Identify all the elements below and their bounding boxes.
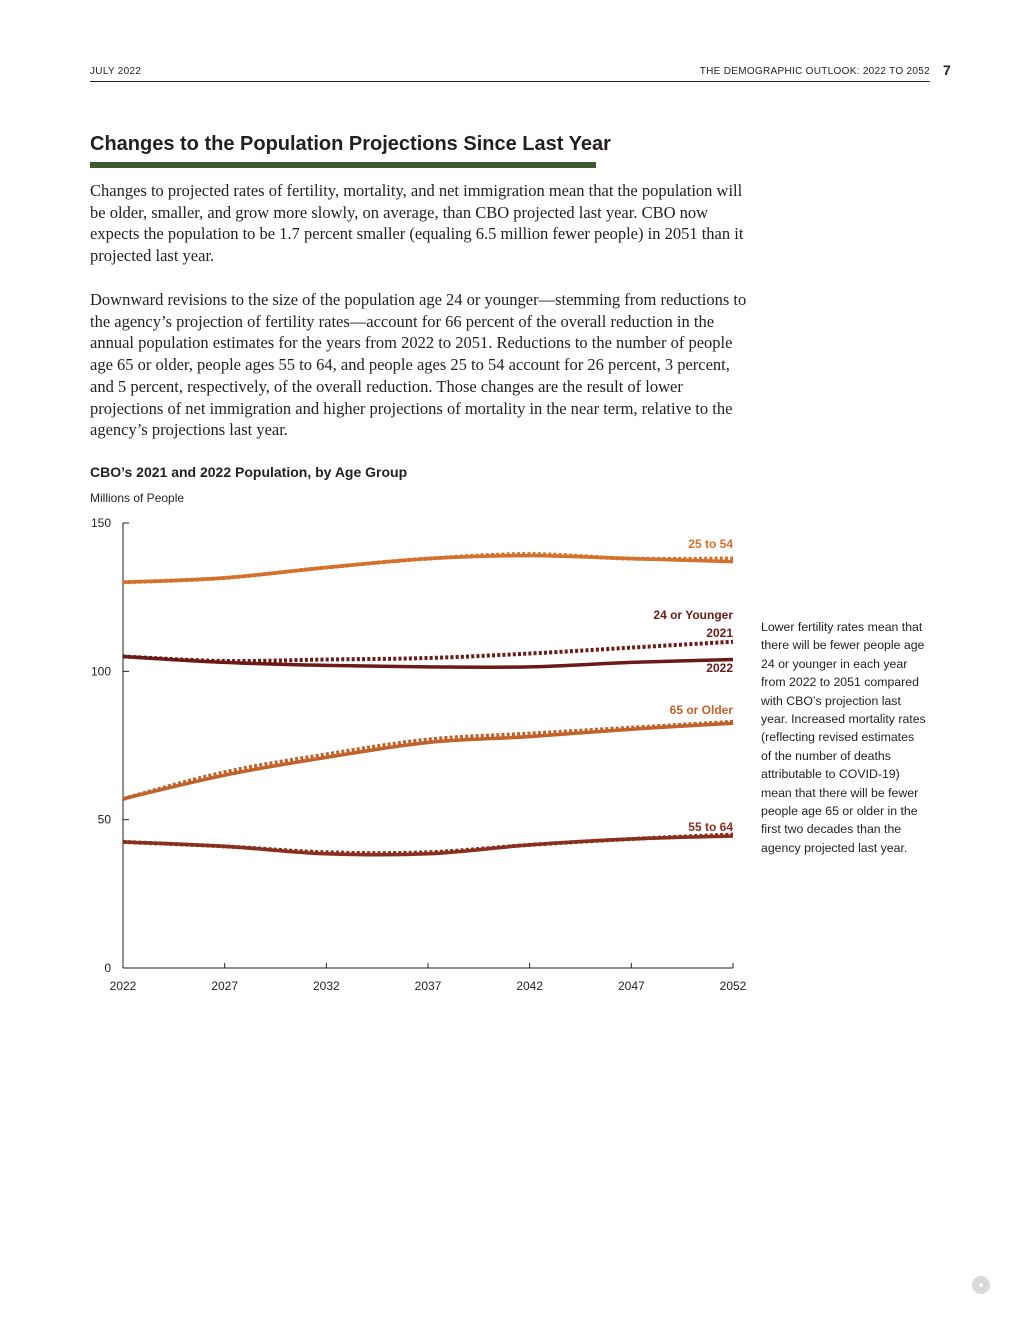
header-rule (90, 81, 930, 82)
series-line-65-or-older-2022 (123, 723, 733, 799)
series-label-24-or-younger: 24 or Younger (653, 608, 733, 622)
header-report-title: THE DEMOGRAPHIC OUTLOOK: 2022 TO 2052 (699, 66, 930, 77)
section-title: Changes to the Population Projections Since Last Year (90, 133, 611, 155)
series-label-65-or-older: 65 or Older (669, 703, 733, 717)
x-tick-label: 2047 (617, 979, 645, 993)
chart-y-unit-label: Millions of People (90, 491, 185, 505)
body-paragraph: Downward revisions to the size of the population age 24 or younger—stemming from reductions to the agency’s projection of fertility rates—account for 66 percent of the overall reduction in the annual population estimates for the years from 2022 to 2051. Reductions to the number of people age 65 or older, people ages 55 to 64, and people ages 25 to 54 account for 26 percent, 3 percent, and 5 percent, respectively, of the overall reduction. Those changes are the result of lower projections of net immigration and higher projections of mortality in the near term, relative to the agency’s projections last year. (90, 290, 747, 440)
series-line-25-to-54-2022 (123, 556, 733, 583)
series-line-55-to-64-2022 (123, 836, 733, 855)
series-line-24-or-younger-2021 (123, 642, 733, 661)
series-line-24-or-younger-2022 (123, 657, 733, 668)
chart-title: CBO’s 2021 and 2022 Population, by Age Group (90, 464, 408, 480)
page-number: 7 (943, 62, 951, 78)
chart-note: Lower fertility rates mean that there will be fewer people age 24 or younger in each year from 2022 to 2051 compared with CBO’s projection last year. Increased mortality rates (reflecting revised estimates of the number of deaths attributable to COVID-19) mean that there will be fewer people age 65 or older in the first two decades than the agency projected last year. (761, 620, 926, 855)
y-tick-label: 0 (104, 961, 111, 975)
y-tick-label: 150 (90, 516, 111, 530)
section-title-underline (90, 162, 596, 168)
series-label-25-to-54: 25 to 54 (688, 537, 733, 551)
series-label-projection-2022: 2022 (706, 661, 733, 675)
header-date: JULY 2022 (90, 66, 142, 77)
series-line-65-or-older-2021 (123, 722, 733, 799)
series-label-55-to-64: 55 to 64 (688, 820, 733, 834)
x-tick-label: 2042 (516, 979, 544, 993)
x-tick-label: 2032 (312, 979, 340, 993)
body-paragraph: Changes to projected rates of fertility, mortality, and net immigration mean that the population will be older, smaller, and grow more slowly, on average, than CBO projected last year. CBO now expects the population to be 1.7 percent smaller (equaling 6.5 million fewer people) in 2051 than it projected last year. (90, 181, 744, 266)
x-tick-label: 2037 (414, 979, 442, 993)
x-tick-label: 2027 (211, 979, 239, 993)
x-tick-label: 2022 (109, 979, 137, 993)
y-tick-label: 50 (97, 812, 111, 827)
population-line-chart (80, 505, 760, 1005)
series-label-projection-2021: 2021 (706, 626, 733, 640)
x-tick-label: 2052 (719, 979, 747, 993)
page-badge-icon (972, 1276, 990, 1294)
y-tick-label: 100 (90, 664, 111, 679)
